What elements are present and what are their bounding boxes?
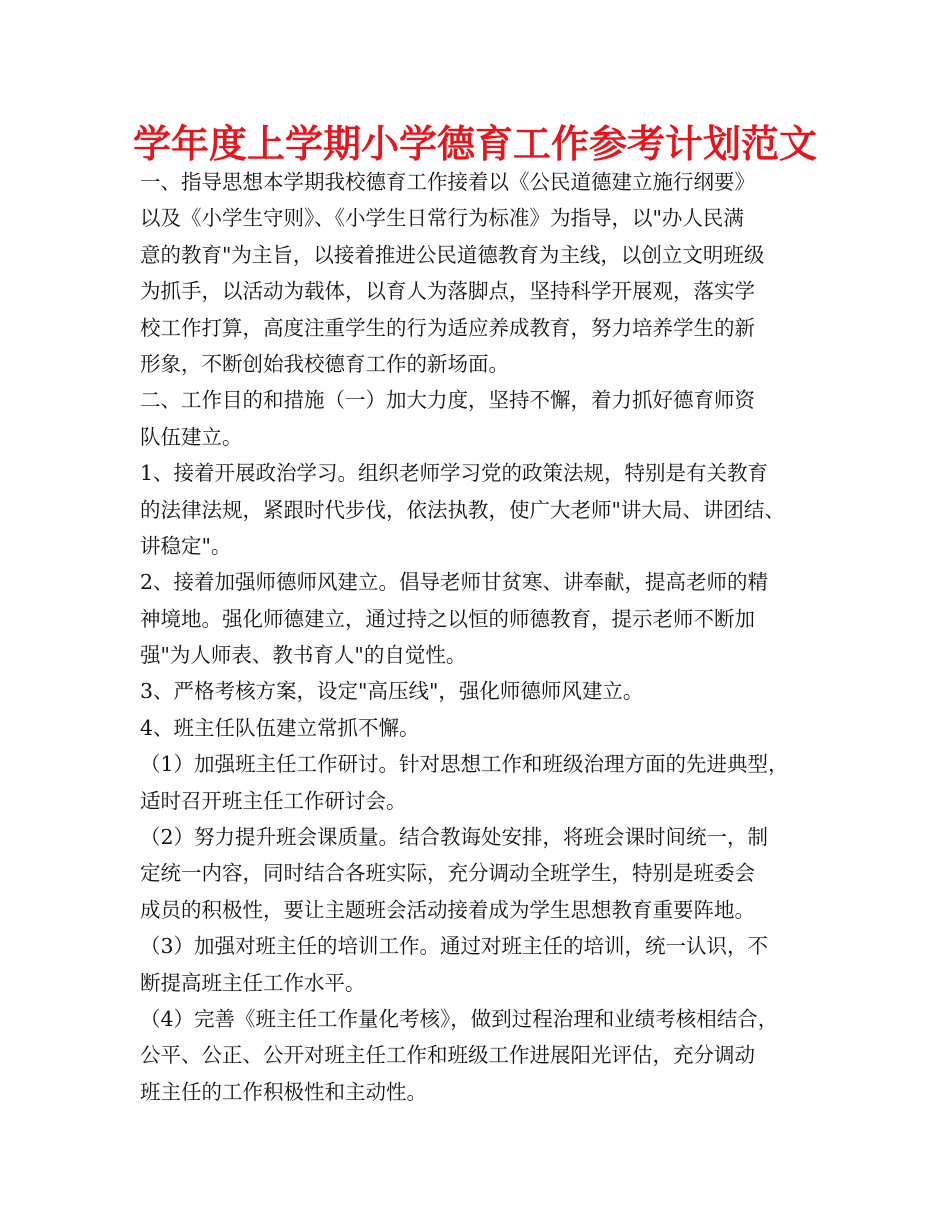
text-line: 断提高班主任工作水平。 xyxy=(140,970,366,995)
text-line: 队伍建立。 xyxy=(140,424,243,449)
text-line: 神境地。强化师德建立，通过持之以恒的师德教育，提示老师不断加 xyxy=(140,606,755,631)
text-line: 意的教育"为主旨，以接着推进公民道德教育为主线，以创立文明班级 xyxy=(140,242,765,267)
text-line: 强"为人师表、教书育人"的自觉性。 xyxy=(140,643,467,668)
text-line: 的法律法规，紧跟时代步伐，依法执教，使广大老师"讲大局、讲团结、 xyxy=(140,497,785,522)
text-line: 为抓手，以活动为载体，以育人为落脚点，坚持科学开展观，落实学 xyxy=(140,279,755,304)
text-line: 二、工作目的和措施（一）加大力度，坚持不懈，着力抓好德育师资 xyxy=(140,388,755,413)
text-line: （4）完善《班主任工作量化考核》，做到过程治理和业绩考核相结合， xyxy=(140,1006,779,1031)
text-line: 1、接着开展政治学习。组织老师学习党的政策法规，特别是有关教育 xyxy=(140,461,769,486)
text-line: 班主任的工作积极性和主动性。 xyxy=(140,1079,427,1104)
text-line: 以及《小学生守则》、《小学生日常行为标准》为指导，以"办人民满 xyxy=(140,206,744,231)
document-title: 学年度上学期小学德育工作参考计划范文 xyxy=(132,122,817,166)
text-line: 2、接着加强师德师风建立。倡导老师甘贫寒、讲奉献，提高老师的精 xyxy=(140,570,769,595)
text-line: （3）加强对班主任的培训工作。通过对班主任的培训，统一认识，不 xyxy=(140,934,769,959)
text-line: 定统一内容，同时结合各班实际，充分调动全班学生，特别是班委会 xyxy=(140,861,755,886)
text-line: （2）努力提升班会课质量。结合教诲处安排，将班会课时间统一，制 xyxy=(140,825,769,850)
text-line: 公平、公正、公开对班主任工作和班级工作进展阳光评估，充分调动 xyxy=(140,1043,755,1068)
text-line: 校工作打算，高度注重学生的行为适应养成教育，努力培养学生的新 xyxy=(140,315,755,340)
text-line: 3、严格考核方案，设定"高压线"，强化师德师风建立。 xyxy=(140,679,644,704)
document-body xyxy=(140,164,820,1110)
text-line: 4、班主任队伍建立常抓不懈。 xyxy=(140,715,420,740)
text-line: 一、指导思想本学期我校德育工作接着以《公民道德建立施行纲要》 xyxy=(140,170,755,194)
text-line: 适时召开班主任工作研讨会。 xyxy=(140,788,407,813)
text-line: 成员的积极性，要让主题班会活动接着成为学生思想教育重要阵地。 xyxy=(140,897,755,922)
text-line: 形象，不断创始我校德育工作的新场面。 xyxy=(140,351,509,376)
text-line: （1）加强班主任工作研讨。针对思想工作和班级治理方面的先进典型， xyxy=(140,752,789,777)
text-line: 讲稳定"。 xyxy=(140,533,232,558)
